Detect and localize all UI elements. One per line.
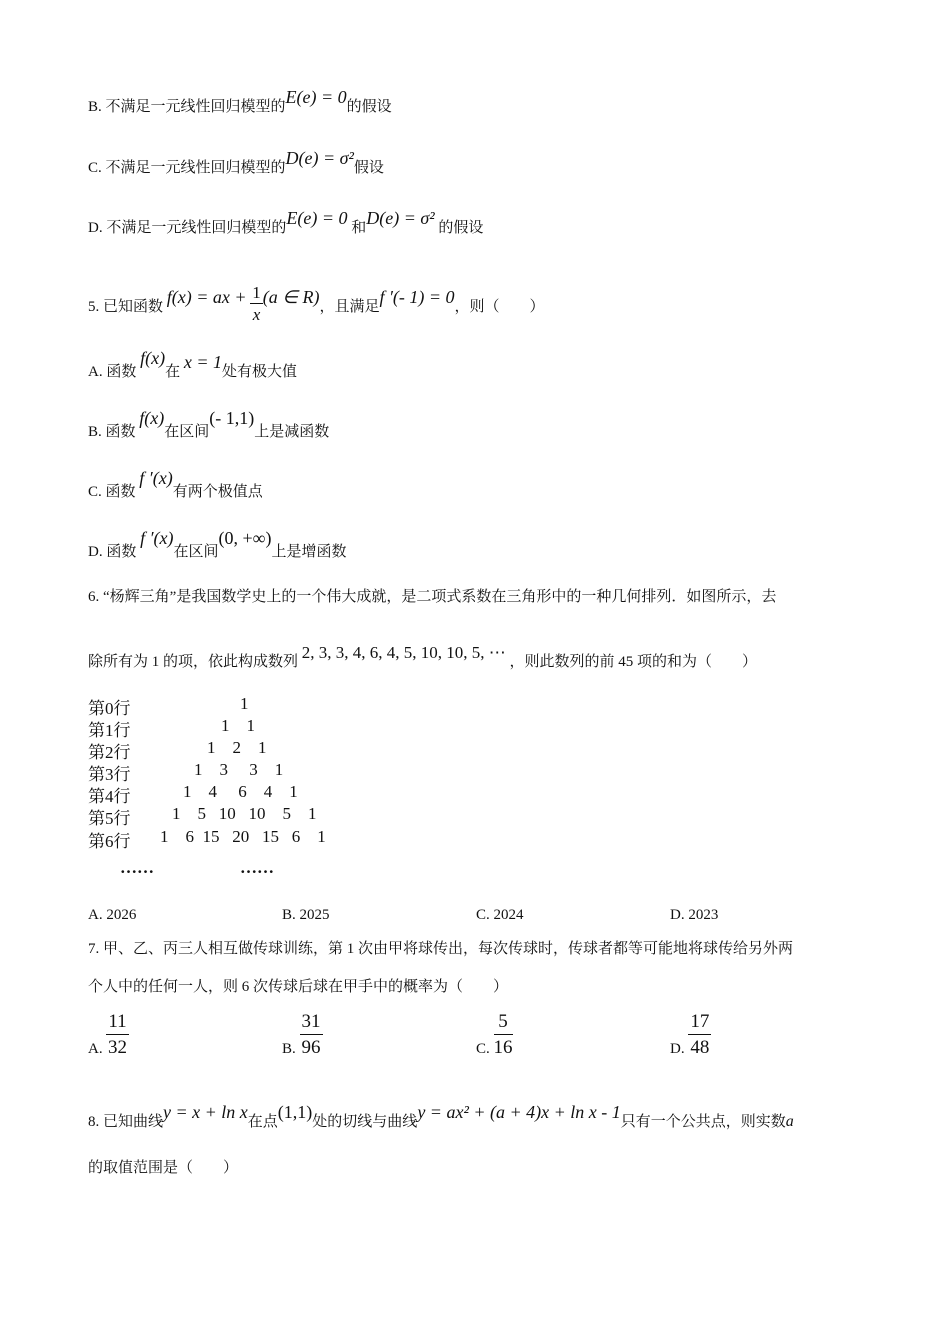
q5-option-b-mid: 在区间 (164, 424, 210, 440)
q5-mid: ，且满足 (319, 298, 380, 315)
q4-option-c-label: C. 不满足一元线性回归模型的 (88, 160, 286, 176)
q5-option-c-mid: 有两个极值点 (172, 484, 263, 500)
triangle-row-label: 第4行 (88, 787, 131, 806)
q8-line1 (88, 1102, 794, 1130)
q5-option-c (88, 468, 263, 500)
q4-option-c-math: D(e) = σ² (285, 148, 354, 168)
q6-line2 (88, 643, 758, 670)
q7-option-d-num: 17 (688, 1012, 711, 1035)
q6-line2-prefix: 除所有为 1 的项，依此构成数列 (88, 654, 299, 670)
q5-fraction (250, 284, 263, 323)
q5-option-a (88, 348, 297, 380)
q7-option-c[interactable] (476, 1012, 513, 1057)
q7-option-c-den: 16 (493, 1037, 513, 1058)
q5-option-a-label: A. 函数 (88, 364, 137, 380)
q5-option-b-math2: (- 1,1) (209, 408, 255, 428)
triangle-row-values: 1 4 6 4 1 (183, 782, 298, 801)
q5-condition: f ′(- 1) = 0 (379, 286, 455, 307)
q7-option-b-label: B. (282, 1040, 296, 1057)
q4-option-d-mid: 和 (351, 220, 367, 236)
q5-frac-num: 1 (252, 283, 261, 302)
q5-suffix: ，则（ ） (454, 298, 545, 315)
q6-line1: 6. “杨辉三角”是我国数学史上的一个伟大成就，是二项式系数在三角形中的一种几何排列．如图所示，去 (88, 589, 777, 605)
q7-option-c-fraction (494, 1012, 513, 1057)
triangle-row-values: 1 1 (221, 716, 255, 735)
q5-option-a-math2: x = 1 (183, 352, 222, 372)
q5-option-d-mid: 在区间 (173, 544, 219, 560)
q6-option-b[interactable]: B. 2025 (282, 907, 330, 923)
triangle-row-values: 1 3 3 1 (194, 760, 284, 779)
q5-option-a-tail: 处有极大值 (221, 364, 297, 380)
triangle-row-label: 第3行 (88, 765, 131, 784)
q5-prefix: 5. 已知函数 (88, 298, 164, 315)
triangle-row-values: 1 2 1 (207, 738, 267, 757)
q4-option-c-tail: 假设 (353, 160, 384, 176)
q5-option-b-tail: 上是减函数 (254, 424, 330, 440)
q4-option-d (88, 208, 484, 236)
q4-option-b-tail: 的假设 (346, 99, 392, 115)
q7-option-d-label: D. (670, 1040, 685, 1057)
q5-option-b-label: B. 函数 (88, 424, 136, 440)
q7-option-d-den: 48 (690, 1037, 710, 1058)
triangle-row-label: 第5行 (88, 809, 131, 828)
q4-option-d-math1: E(e) = 0 (286, 208, 348, 228)
q7-option-d[interactable] (670, 1012, 711, 1057)
triangle-row-label: 第0行 (88, 699, 131, 718)
q7-option-b-den: 96 (301, 1037, 321, 1058)
q6-line2-suffix: ，则此数列的前 45 项的和为（ ） (509, 654, 758, 670)
q5-option-d-tail: 上是增函数 (271, 544, 347, 560)
q5-option-c-label: C. 函数 (88, 484, 136, 500)
q4-option-b-label: B. 不满足一元线性回归模型的 (88, 99, 286, 115)
q8-mid3: 只有一个公共点，则实数 (620, 1114, 786, 1130)
triangle-row-label: 第2行 (88, 743, 131, 762)
q6-option-a[interactable]: A. 2026 (88, 907, 137, 923)
q4-option-b (88, 87, 392, 115)
q5-option-d-math: f ′(x) (140, 528, 174, 548)
q4-option-b-math: E(e) = 0 (285, 87, 347, 107)
triangle-row-label: 第1行 (88, 721, 131, 740)
triangle-row-values: 1 (240, 694, 249, 713)
q7-option-d-fraction (688, 1012, 711, 1057)
q5-stem (88, 283, 545, 327)
q7-option-b-num: 31 (300, 1012, 323, 1035)
q4-option-d-math2: D(e) = σ² (366, 208, 435, 228)
q4-option-c (88, 148, 384, 176)
q7-line1: 7. 甲、乙、丙三人相互做传球训练，第 1 次由甲将球传出，每次传球时，传球者都等可能地将球传给另外两 (88, 941, 794, 957)
triangle-ellipsis-left: …… (120, 858, 154, 877)
q5-option-a-mid: 在 (165, 364, 181, 380)
q5-func-tail: (a ∈ R) (262, 286, 320, 307)
q7-option-a[interactable] (88, 1012, 129, 1057)
q7-option-a-den: 32 (107, 1037, 127, 1058)
q5-option-c-math: f ′(x) (139, 468, 173, 488)
q8-line2: 的取值范围是（ ） (88, 1160, 239, 1176)
q8-mid2: 处的切线与曲线 (312, 1114, 418, 1130)
q8-prefix: 8. 已知曲线 (88, 1114, 164, 1130)
q7-line2: 个人中的任何一人，则 6 次传球后球在甲手中的概率为（ ） (88, 979, 509, 995)
q5-option-a-math: f(x) (140, 348, 166, 368)
triangle-row-values: 1 5 10 10 5 1 (172, 804, 317, 823)
q8-point: (1,1) (277, 1102, 313, 1122)
q7-option-a-num: 11 (106, 1012, 128, 1035)
triangle-row-label: 第6行 (88, 832, 131, 851)
q7-option-c-label: C. (476, 1040, 490, 1057)
q7-option-a-label: A. (88, 1040, 103, 1057)
q7-option-c-num: 5 (494, 1012, 513, 1035)
q5-option-d-label: D. 函数 (88, 544, 137, 560)
q5-option-d-math2: (0, +∞) (218, 528, 272, 548)
q5-func: f(x) = ax + (166, 286, 247, 307)
q6-option-c[interactable]: C. 2024 (476, 907, 524, 923)
q5-option-d (88, 528, 347, 560)
q6-option-d[interactable]: D. 2023 (670, 907, 719, 923)
q5-option-b-math: f(x) (139, 408, 165, 428)
q7-option-a-fraction (106, 1012, 128, 1057)
q7-option-b-fraction (300, 1012, 323, 1057)
q8-curve1: y = x + ln x (163, 1102, 248, 1122)
q4-option-d-label: D. 不满足一元线性回归模型的 (88, 220, 287, 236)
q6-sequence: 2, 3, 3, 4, 6, 4, 5, 10, 10, 5, ⋯ (301, 643, 506, 662)
q8-curve2: y = ax² + (a + 4)x + ln x - 1 (417, 1102, 621, 1122)
triangle-ellipsis-right: …… (240, 858, 274, 877)
q5-option-b (88, 408, 330, 440)
q4-option-d-tail: 的假设 (438, 220, 484, 236)
q5-frac-den: x (252, 305, 261, 324)
q8-mid1: 在点 (247, 1114, 278, 1130)
q7-option-b[interactable] (282, 1012, 323, 1057)
q8-var: a (785, 1113, 794, 1130)
triangle-row-values: 1 6 15 20 15 6 1 (160, 827, 326, 846)
